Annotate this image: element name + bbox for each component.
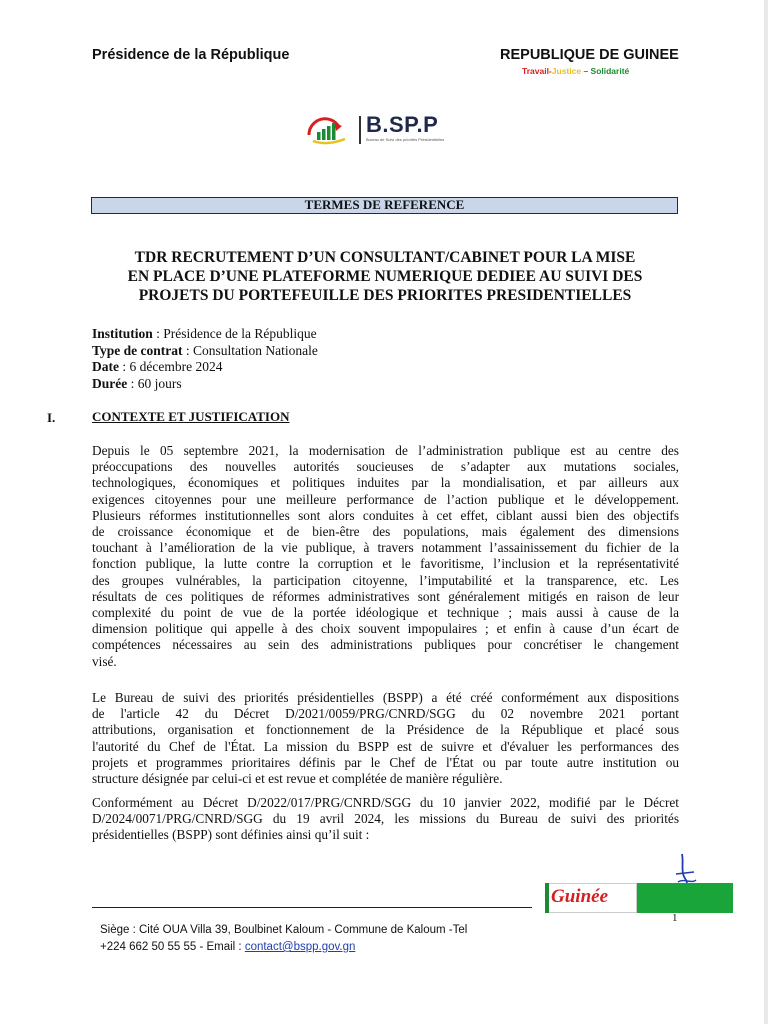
flag-text: Guinée (551, 886, 608, 907)
meta-duree: Durée : 60 jours (92, 375, 182, 391)
text-line: Le Bureau de suivi des priorités présidentielles (BSPP) a été créé conformément aux dispositions (92, 690, 679, 705)
text-line: touchant à l’amélioration de la vie publique, à travers notamment l’assainissement du fichier de la (92, 540, 679, 556)
text-line: préoccupations des nouvelles autorités soucieuses de s’adapter aux mutations sociales, (92, 459, 679, 475)
footer-divider (92, 907, 532, 908)
paragraph-decret (92, 795, 679, 844)
text-line: résultats de ces politiques de réformes administratives sont généralement mitigés en raison de leur (92, 588, 679, 604)
flag-left-bar (545, 883, 549, 913)
footer-line-1: Siège : Cité OUA Villa 39, Boulbinet Kaloum - Commune de Kaloum -Tel (100, 924, 468, 936)
text-line: exigences citoyennes pour une meilleure performance de l’action publique et le développement. (92, 491, 679, 507)
title-line: TDR RECRUTEMENT D’UN CONSULTANT/CABINET POUR LA MISE (134, 249, 636, 266)
text-line: attributions, organisation et fonctionnement de la Présidence de la République et placé sous (92, 722, 679, 738)
text-line: dimension politique qui appelle à des choix souvent impopulaires ; et enfin à cause d’un écart de (92, 621, 679, 637)
text-line: Plusieurs réformes institutionnelles sont alors conduites à cet effet, ciblant aussi bien des objectifs (92, 507, 679, 523)
text-line: l'autorité du Chef de l'État. La mission du BSPP est de suivre et d'évaluer les performances des (92, 738, 679, 754)
text-line: technologiques, économiques et politiques induites par la mondialisation, et par ailleurs aux (92, 475, 679, 491)
flag-green-part (637, 883, 733, 913)
text-line: projets et programmes prioritaires définis par le Chef de l'État ou par toute autre institution ou (92, 754, 679, 770)
title-line: PROJETS DU PORTEFEUILLE DES PRIORITES PRESIDENTIELLES (138, 287, 632, 304)
motto-justice: Justice (551, 66, 582, 76)
meta-date: Date : 6 décembre 2024 (92, 359, 223, 374)
page-number: 1 (672, 912, 678, 924)
text-line: complexité du point de vue de la portée idéologique et technique ; mais aussi à cause de la (92, 605, 679, 621)
meta-institution: Institution : Présidence de la République (92, 326, 317, 341)
text-line: Conformément au Décret D/2022/017/PRG/CNRD/SGG du 10 janvier 2022, modifié par le Décret (92, 795, 679, 810)
text-line: structure désignée par celui-ci et est revue et complétée de manière régulière. (92, 771, 503, 787)
guinee-flag-banner (545, 883, 733, 913)
footer-address (100, 922, 467, 956)
header-republique: REPUBLIQUE DE GUINEE (500, 47, 679, 63)
logo-text: B.SP.P (366, 112, 439, 137)
document-title (92, 248, 678, 305)
text-line: fonction publique, la lutte contre la corruption et le favoritisme, l’inclusion et la représentativité (92, 556, 679, 572)
motto-travail: Travail- (522, 66, 552, 76)
footer-line-2: +224 662 50 55 55 - Email : contact@bspp.gov.gn (100, 941, 356, 953)
band-label: TERMES DE REFERENCE (304, 197, 465, 212)
national-motto (522, 66, 629, 76)
email-link[interactable]: contact@bspp.gov.gn (244, 941, 356, 953)
text-line: Depuis le 05 septembre 2021, la modernisation de l’administration publique est au centre des (92, 443, 679, 458)
document-meta (92, 326, 318, 392)
logo-subtitle: Bureau de Suivi des priorités Présidentielles (366, 137, 445, 142)
text-line: compétences nécessaires au sein des administrations publiques pour concrétiser le changement (92, 637, 679, 653)
text-line: de croissance économique et de bien-être des populations, mais également des dimensions (92, 524, 679, 540)
section-number: I. (47, 410, 56, 425)
header-presidence: Présidence de la République (92, 47, 290, 63)
text-line: présidentielles (BSPP) sont définies ainsi qu’il suit : (92, 827, 370, 843)
scan-edge (764, 0, 768, 1024)
section-title: CONTEXTE ET JUSTIFICATION (92, 409, 290, 424)
title-line: EN PLACE D’UNE PLATEFORME NUMERIQUE DEDIEE AU SUIVI DES (127, 268, 643, 285)
text-line: de l'article 42 du Décret D/2021/0059/PRG/CNRD/SGG du 02 novembre 2021 portant (92, 706, 679, 722)
meta-contrat: Type de contrat : Consultation Nationale (92, 342, 318, 358)
text-line: des groupes vulnérables, la participation citoyenne, l’imputabilité et la transparence, etc. Les (92, 572, 679, 588)
paragraph-context (92, 443, 679, 670)
motto-solidarite: – Solidarité (581, 66, 630, 76)
text-line: D/2024/0071/PRG/CNRD/SGG du 19 avril 2024, les missions du Bureau de suivi des priorités (92, 811, 679, 827)
paragraph-bspp (92, 690, 679, 787)
tdr-band (91, 197, 678, 214)
text-line: visé. (92, 653, 117, 669)
